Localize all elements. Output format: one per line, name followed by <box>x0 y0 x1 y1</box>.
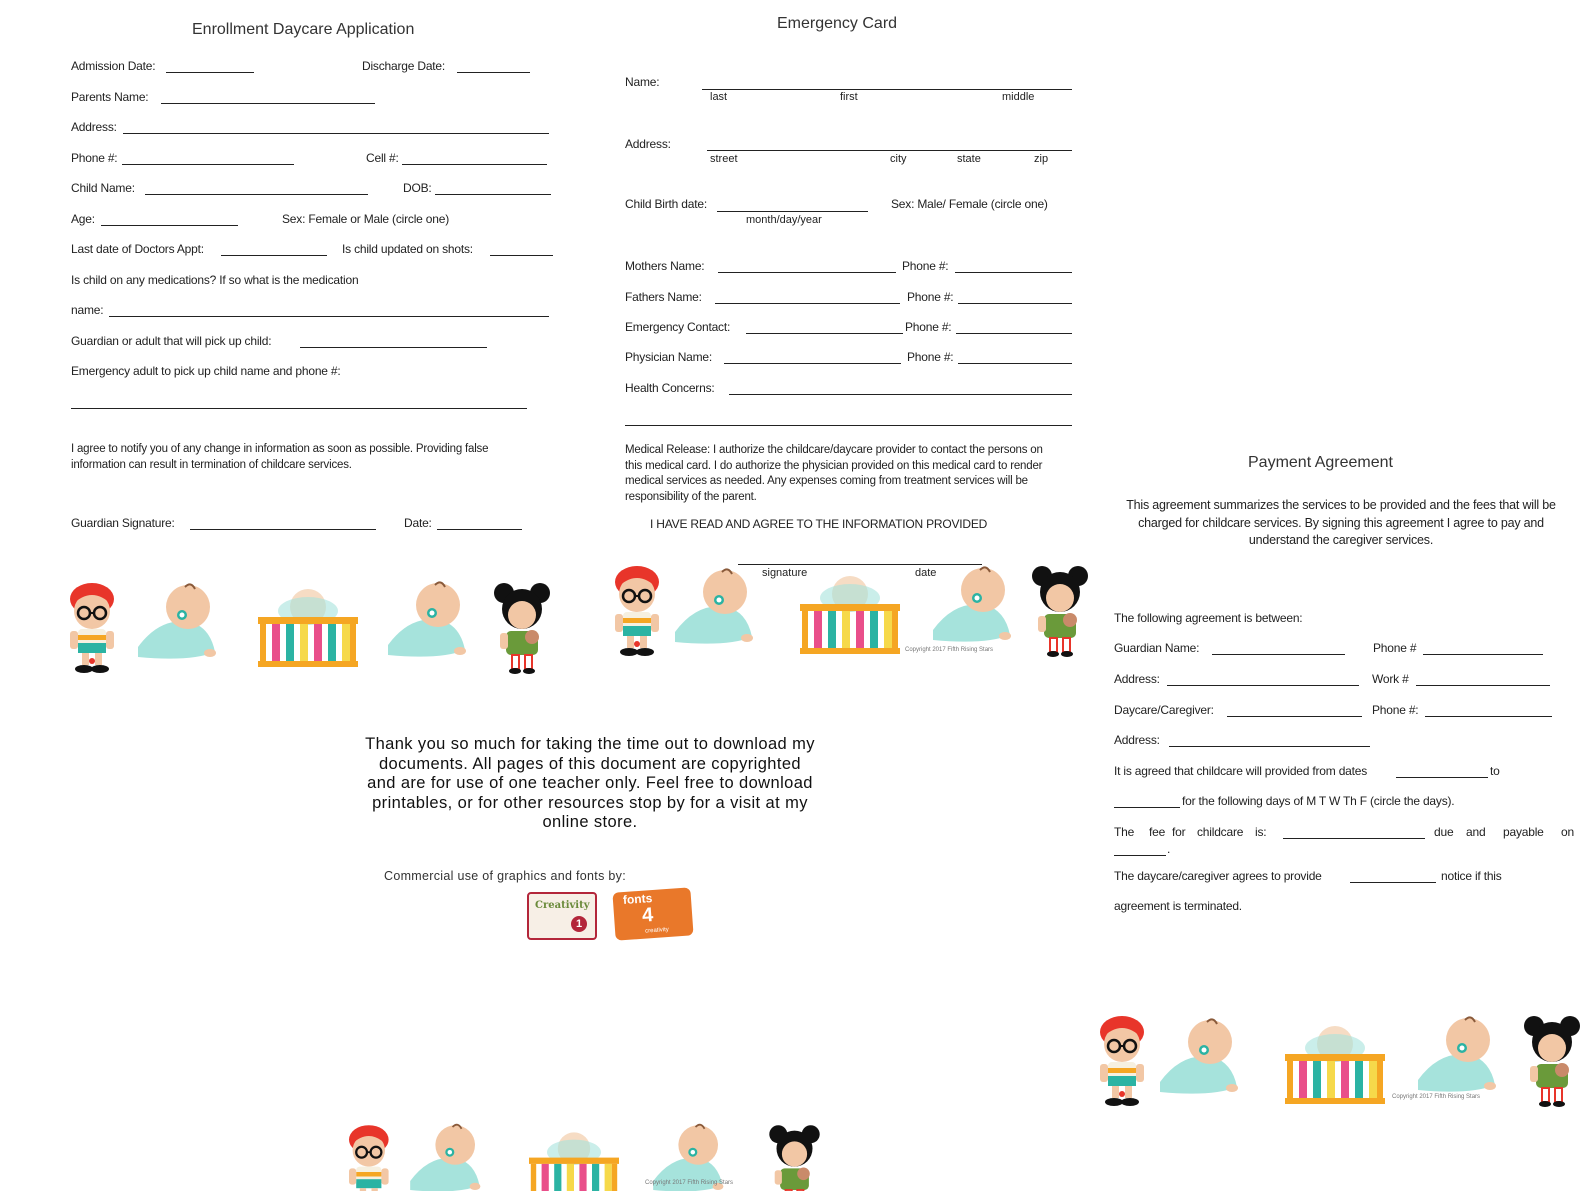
pa-copyright: Copyright 2017 Fifth Rising Stars <box>1392 1094 1481 1100</box>
last-doctor-field[interactable] <box>221 255 327 256</box>
physician-phone-field[interactable] <box>958 363 1072 364</box>
ec-zip-caption: zip <box>1034 153 1049 165</box>
pa-date-from-field[interactable] <box>1396 777 1488 778</box>
physician-name-field[interactable] <box>724 363 901 364</box>
dob-label: DOB: <box>403 181 432 195</box>
child-name-label: Child Name: <box>71 181 135 195</box>
pa-phone-label: Phone # <box>1373 641 1417 655</box>
baby-illustration <box>675 569 753 643</box>
pa-date-to-field[interactable] <box>1114 807 1180 808</box>
agree-notice: I agree to notify you of any change in information as soon as possible. Providing false information can result in termination of childcare services. <box>71 443 489 471</box>
cell-label: Cell #: <box>366 151 399 165</box>
ec-last-caption: last <box>710 91 728 103</box>
payment-title: Payment Agreement <box>1248 454 1393 471</box>
cell-field[interactable] <box>402 164 547 165</box>
health-field-2[interactable] <box>625 425 1072 426</box>
pa-days-label: for the following days of M T W Th F (circle the days). <box>1182 794 1455 808</box>
ec-signature-caption: signature <box>762 567 808 579</box>
admission-date-label: Admission Date: <box>71 59 156 73</box>
fonts-logo[interactable] <box>612 887 693 940</box>
crib-illustration <box>529 1132 619 1191</box>
ec-state-caption: state <box>957 153 981 165</box>
emergency-phone-field[interactable] <box>956 333 1072 334</box>
fee-word-due: due <box>1434 825 1454 839</box>
ec-address-field[interactable] <box>707 150 1072 151</box>
pa-work-label: Work # <box>1372 672 1409 686</box>
agree-caps: I HAVE READ AND AGREE TO THE INFORMATION PROVIDED <box>650 517 988 531</box>
girl-red-illustration <box>349 1125 389 1191</box>
fathers-name-label: Fathers Name: <box>625 290 702 304</box>
baby-illustration <box>1418 1017 1496 1091</box>
clipart-row-payment <box>1090 1010 1588 1115</box>
clipart-row-emergency <box>605 560 1105 665</box>
crib-illustration <box>800 576 900 654</box>
mothers-phone-field[interactable] <box>955 272 1072 273</box>
enrollment-title: Enrollment Daycare Application <box>192 21 415 38</box>
commercial-use-label: Commercial use of graphics and fonts by: <box>384 869 626 883</box>
pa-to-label: to <box>1490 764 1500 778</box>
pa-address2-field[interactable] <box>1169 746 1370 747</box>
girl-black-illustration <box>494 583 550 674</box>
pa-address2-label: Address: <box>1114 733 1160 747</box>
ec-middle-caption: middle <box>1002 91 1035 103</box>
fathers-phone-label: Phone #: <box>907 290 954 304</box>
ec-city-caption: city <box>890 153 907 165</box>
mothers-phone-label: Phone #: <box>902 259 949 273</box>
creativity-logo-text: Creativity <box>535 900 590 911</box>
ec-street-caption: street <box>710 153 738 165</box>
medication-name-field[interactable] <box>109 316 549 317</box>
girl-red-illustration <box>70 583 114 673</box>
age-field[interactable] <box>101 225 238 226</box>
pa-address-label: Address: <box>1114 672 1160 686</box>
fee-word-fee: fee <box>1149 825 1166 839</box>
enrollment-date-field[interactable] <box>437 529 522 530</box>
fee-word-payable: payable <box>1503 825 1544 839</box>
notice-label-2: notice if this <box>1441 869 1502 883</box>
girl-black-illustration <box>1032 566 1088 657</box>
pa-phone2-field[interactable] <box>1425 716 1552 717</box>
enrollment-date-label: Date: <box>404 516 432 530</box>
pa-address-field[interactable] <box>1167 685 1359 686</box>
address-field[interactable] <box>123 133 549 134</box>
emergency-pickup-label: Emergency adult to pick up child name and phone #: <box>71 364 341 378</box>
fee-word-childcare: childcare <box>1197 825 1244 839</box>
pa-daycare-field[interactable] <box>1227 716 1362 717</box>
crib-illustration <box>258 589 358 667</box>
baby-illustration <box>410 1125 480 1191</box>
creativity-logo[interactable] <box>527 892 597 940</box>
girl-red-illustration <box>1100 1016 1144 1106</box>
fonts-logo-mid: 4 <box>641 904 654 927</box>
sex-label: Sex: Female or Male (circle one) <box>282 212 449 226</box>
pa-guardian-label: Guardian Name: <box>1114 641 1200 655</box>
phone-label: Phone #: <box>71 151 118 165</box>
ec-birth-field[interactable] <box>717 211 868 212</box>
emergency-pickup-field[interactable] <box>71 408 527 409</box>
pa-guardian-field[interactable] <box>1212 654 1345 655</box>
girl-black-illustration <box>1524 1016 1580 1107</box>
fonts-logo-top: fonts <box>622 891 653 908</box>
ec-birth-label: Child Birth date: <box>625 197 707 211</box>
shots-field[interactable] <box>490 255 553 256</box>
phone-field[interactable] <box>122 164 294 165</box>
pa-phone-field[interactable] <box>1423 654 1543 655</box>
fonts-logo-bottom: creativity <box>644 926 670 935</box>
emergency-title: Emergency Card <box>777 15 898 32</box>
baby-illustration <box>388 582 466 656</box>
discharge-date-label: Discharge Date: <box>362 59 446 73</box>
fathers-phone-field[interactable] <box>958 303 1072 304</box>
parents-name-field[interactable] <box>161 103 375 104</box>
medications-question: Is child on any medications? If so what is the medication <box>71 273 359 287</box>
fee-word-for: for <box>1172 825 1186 839</box>
bottom-copyright: Copyright 2017 Fifth Rising Stars <box>645 1180 734 1186</box>
terminated-label: agreement is terminated. <box>1114 899 1242 913</box>
pa-work-field[interactable] <box>1416 685 1550 686</box>
physician-name-label: Physician Name: <box>625 350 713 364</box>
guardian-signature-field[interactable] <box>190 529 376 530</box>
girl-black-illustration <box>769 1125 819 1191</box>
ec-sex-label: Sex: Male/ Female (circle one) <box>891 197 1048 211</box>
physician-phone-label: Phone #: <box>907 350 954 364</box>
guardian-pickup-label: Guardian or adult that will pick up child: <box>71 334 272 348</box>
payment-intro: This agreement summarizes the services to be provided and the fees that will be charged for childcare services. By signing this agreement I agree to pay and understand the caregiver services. <box>1126 498 1556 547</box>
baby-illustration <box>1160 1019 1238 1093</box>
thank-you-text: Thank you so much for taking the time out to download my documents. All pages of this document are copyrighted and are for use of one teacher only. Feel free to download printables, or for other resources stop by for a visit at my online store. <box>365 735 815 831</box>
ec-name-label: Name: <box>625 75 660 89</box>
last-doctor-label: Last date of Doctors Appt: <box>71 242 204 256</box>
ec-date-caption: date <box>915 567 937 579</box>
pa-dates-label: It is agreed that childcare will provided from dates <box>1114 764 1368 778</box>
medical-release: Medical Release: I authorize the childcare/daycare provider to contact the persons on this medical card. I do authorize the physician provided on this medical card to render medical services as needed. Any expenses coming from treatment services will be responsibility of the parent. <box>625 444 1043 503</box>
between-label: The following agreement is between: <box>1114 611 1303 625</box>
health-field[interactable] <box>729 394 1072 395</box>
ec-first-caption: first <box>840 91 858 103</box>
clipart-row-enrollment <box>60 575 570 680</box>
pa-phone2-label: Phone #: <box>1372 703 1419 717</box>
baby-illustration <box>933 567 1011 641</box>
dob-field[interactable] <box>435 194 551 195</box>
notice-field[interactable] <box>1350 882 1436 883</box>
notice-label: The daycare/caregiver agrees to provide <box>1114 869 1322 883</box>
emergency-contact-label: Emergency Contact: <box>625 320 731 334</box>
mothers-name-label: Mothers Name: <box>625 259 705 273</box>
fee-word-the: The <box>1114 825 1135 839</box>
ec-address-label: Address: <box>625 137 671 151</box>
fee-word-is: is: <box>1255 825 1267 839</box>
fathers-name-field[interactable] <box>715 303 900 304</box>
health-label: Health Concerns: <box>625 381 715 395</box>
child-name-field[interactable] <box>145 194 368 195</box>
parents-name-label: Parents Name: <box>71 90 149 104</box>
ec-name-field[interactable] <box>702 89 1072 90</box>
discharge-date-field[interactable] <box>457 72 530 73</box>
girl-red-illustration <box>615 566 659 656</box>
guardian-pickup-field[interactable] <box>300 347 487 348</box>
fee-amount-field[interactable] <box>1283 838 1425 839</box>
age-label: Age: <box>71 212 95 226</box>
fee-due-date-field[interactable] <box>1114 855 1166 856</box>
shots-label: Is child updated on shots: <box>342 242 473 256</box>
baby-illustration <box>138 584 216 658</box>
guardian-signature-label: Guardian Signature: <box>71 516 175 530</box>
mothers-name-field[interactable] <box>718 272 896 273</box>
ec-copyright: Copyright 2017 Fifth Rising Stars <box>905 647 994 653</box>
address-label: Address: <box>71 120 117 134</box>
creativity-logo-number: 1 <box>571 916 587 932</box>
pa-daycare-label: Daycare/Caregiver: <box>1114 703 1214 717</box>
fee-word-on: on <box>1561 825 1574 839</box>
fee-end: . <box>1167 842 1171 856</box>
clipart-row-bottom <box>340 1118 840 1191</box>
ec-birth-format: month/day/year <box>746 214 822 226</box>
emergency-contact-field[interactable] <box>746 333 903 334</box>
fee-word-and: and <box>1466 825 1486 839</box>
crib-illustration <box>1285 1026 1385 1104</box>
admission-date-field[interactable] <box>166 72 254 73</box>
medication-name-label: name: <box>71 303 104 317</box>
emergency-phone-label: Phone #: <box>905 320 952 334</box>
